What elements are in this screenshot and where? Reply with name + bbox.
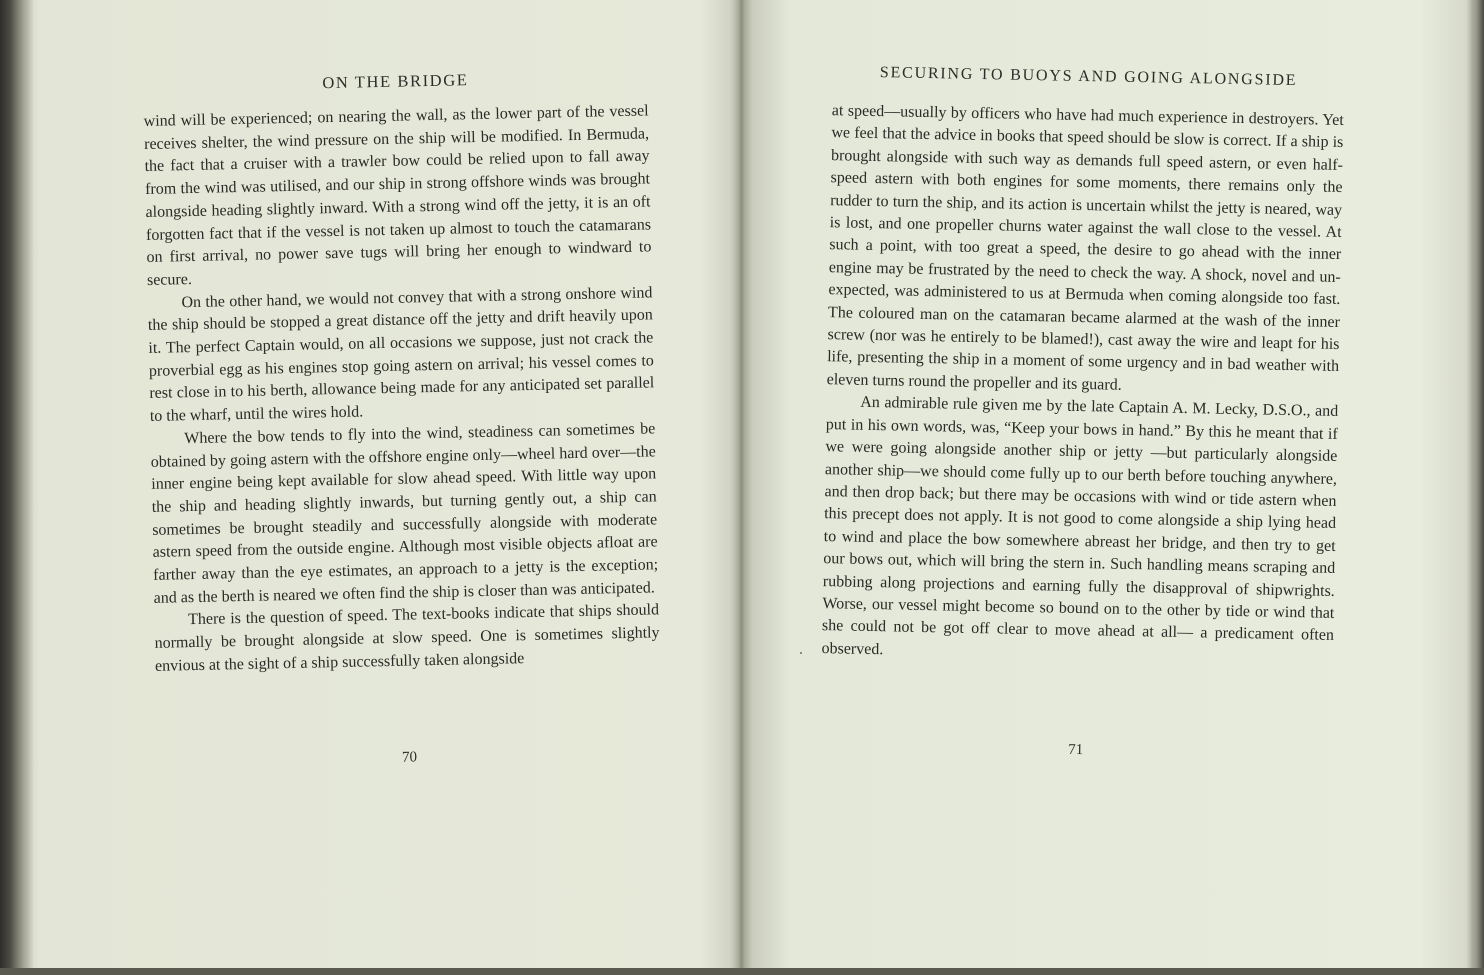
right-running-head: SECURING TO BUOYS AND GOING ALONGSIDE — [879, 64, 1298, 90]
right-page-edge — [1466, 0, 1484, 968]
right-paragraph-2: An admirable rule given me by the late Captain A. M. Lecky, D.S.O., and put in his own words, was, “Keep your bows in hand.” By this he meant that if we were going alongside another ship or jetty —but particularly alongside another ship—we should come fully up to our berth before touching anywhere, and then drop back; but there may be occasions with wind or tide astern when this precept does not apply. It is not good to come alongside a ship lying head to wind and place the bow somewhere abreast her bridge, and then try to get our bows out, which will bring the stern in. Such handling means scraping and rubbing along projections and earning fully the disapproval of shipwrights. Worse, our vessel might become so bound on to the other by tide or wind that she could not be got off clear to move ahead at all— a predicament often observed. — [821, 394, 1339, 658]
left-paragraph-1: wind will be experienced; on nearing the wall, as the lower part of the vessel receives shelter, the wind pressure on the ship will be modified. In Bermuda, the fact that a cruiser with a trawler bow could be relied upon to fall away from the wind was utilised, and our ship in strong offshore winds was brought alongside heading slightly inward. With a strong wind off the jetty, it is an oft forgotten fact that if the vessel is not taken up almost to touch the catamarans on first arrival, no power save tugs will bring her enough to windward to secure. — [143, 102, 652, 289]
right-page — [816, 0, 1346, 973]
right-page-number: 71 — [1068, 741, 1084, 759]
left-running-head: ON THE BRIDGE — [322, 70, 469, 93]
left-page — [141, 0, 666, 975]
left-page-edge — [0, 0, 34, 968]
left-paragraph-2: On the other hand, we would not convey that with a strong onshore wind the ship should be stopped a great distance off the jetty and drift heavily upon it. The perfect Captain would, on all occasions we suppose, just not crack the proverbial egg as his engines stop going astern on arrival; his vessel comes to rest close in to his berth, allowance being made for any anticipated set parallel to the wharf, until the wires hold. — [147, 283, 655, 426]
book-gutter — [730, 0, 752, 968]
right-paragraph-1: at speed—usually by officers who have had much experience in destroyers. Yet we feel that the advice in books that speed should be slow is correct. If a ship is brought alongside with such way as demands full speed astern, or even half-speed astern with both engines for some moments, there remains only the rudder to turn the ship, and its action is uncertain whilst the jetty is neared, way is lost, and one propeller churns water against the wall close to the vessel. At such a point, with too great a speed, the desire to go ahead with the inner engine may be frustrated by the need to check the way. A shock, novel and unexpected, was administered to us at Bermuda when coming alongside too fast. The coloured man on the catamaran became alarmed at the wash of the inner screw (nor was he entirely to be blamed!), cast away the wire and leapt for his life, presenting the ship in a moment of some urgency and in bad weather with eleven turns round the propeller and its guard. — [826, 102, 1344, 394]
right-page-body — [821, 100, 1344, 670]
left-paragraph-3: Where the bow tends to fly into the wind, steadiness can sometimes be obtained by going astern with the offshore engine only—wheel hard over—the inner engine being kept available for slow ahead speed. With little way upon the ship and heading slightly inwards, but turning gently out, a ship can sometimes be brought steadily and successfully alongside with moderate astern speed from the outside engine. Although most visible objects afloat are farther away than the eye estimates, an approach to a jetty is the exception; and as the berth is neared we often find the ship is closer than was anticipated. — [150, 420, 659, 607]
left-paragraph-4: There is the question of speed. The text-books indicate that ships should normally be brought alongside at slow speed. One is sometimes slightly envious at the sight of a ship successfully taken alongside — [154, 601, 660, 675]
paper-speck — [800, 652, 802, 654]
left-page-number: 70 — [401, 749, 418, 766]
left-page-body — [143, 100, 660, 678]
